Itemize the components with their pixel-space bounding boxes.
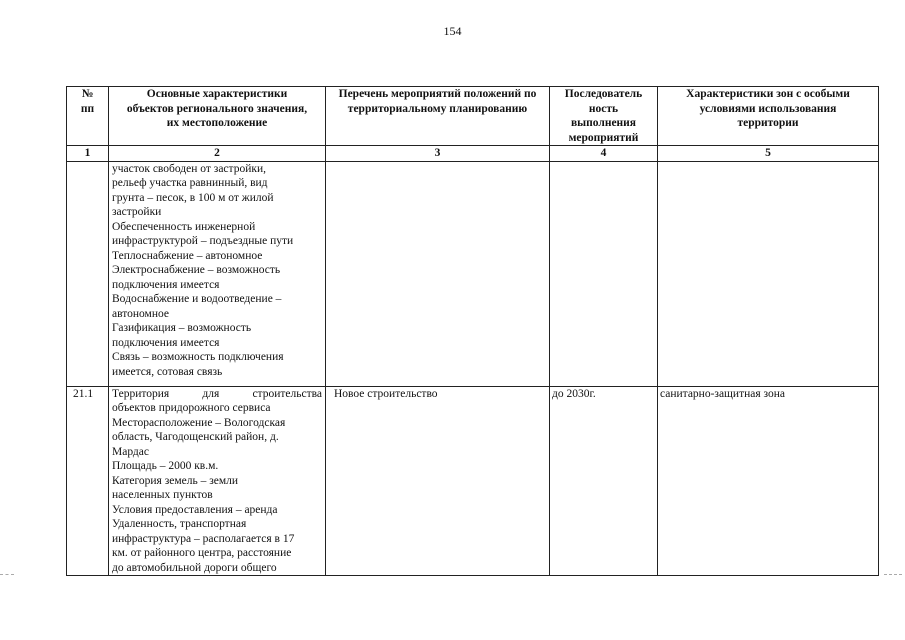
table-header-row — [67, 87, 879, 146]
column-number-row — [67, 146, 879, 162]
object-characteristics-cell: участок свободен от застройки, рельеф участка равнинный, вид грунта – песок, в 100 м от жилой застройки Обеспеченность инженерной инфраструктурой – подъездные пути Теплоснабжение – автономное Электроснабжение – возможность подключения имеется Водоснабжение и водоотведение – автономное Газификация – возможность подключения имеется Связь – возможность подключения имеется, сотовая связь — [109, 161, 326, 386]
header-characteristics: Основные характеристики объектов регионального значения, их местоположение — [109, 87, 326, 146]
page-number: 154 — [443, 24, 462, 38]
column-number: 2 — [109, 146, 326, 162]
zones-cell — [658, 161, 879, 386]
table-row — [67, 386, 879, 576]
measures-cell — [326, 161, 550, 386]
header-number: № пп — [67, 87, 109, 146]
measures-cell: Новое строительство — [326, 386, 550, 576]
zones-cell: санитарно-защитная зона — [658, 386, 879, 576]
column-number: 3 — [326, 146, 550, 162]
sequence-cell — [550, 161, 658, 386]
header-measures: Перечень мероприятий положений по территориальному планированию — [326, 87, 550, 146]
row-number-cell — [67, 161, 109, 386]
right-margin-mark — [884, 574, 902, 576]
document-table — [66, 86, 879, 576]
table-row — [67, 161, 879, 386]
row-number-cell: 21.1 — [67, 386, 109, 576]
header-zones: Характеристики зон с особыми условиями использования территории — [658, 87, 879, 146]
column-number: 5 — [658, 146, 879, 162]
header-sequence: Последователь ность выполнения мероприятий — [550, 87, 658, 146]
left-margin-mark — [0, 574, 14, 576]
sequence-cell: до 2030г. — [550, 386, 658, 576]
column-number: 1 — [67, 146, 109, 162]
column-number: 4 — [550, 146, 658, 162]
object-characteristics-cell: Территория для строительства объектов придорожного сервиса Месторасположение – Вологодская область, Чагодощенский район, д. Мардас Площадь – 2000 кв.м. Категория земель – земли населенных пунктов Условия предоставления – аренда Удаленность, транспортная инфраструктура – располагается в 17 км. от районного центра, расстояние до автомобильной дороги общего — [109, 386, 326, 576]
